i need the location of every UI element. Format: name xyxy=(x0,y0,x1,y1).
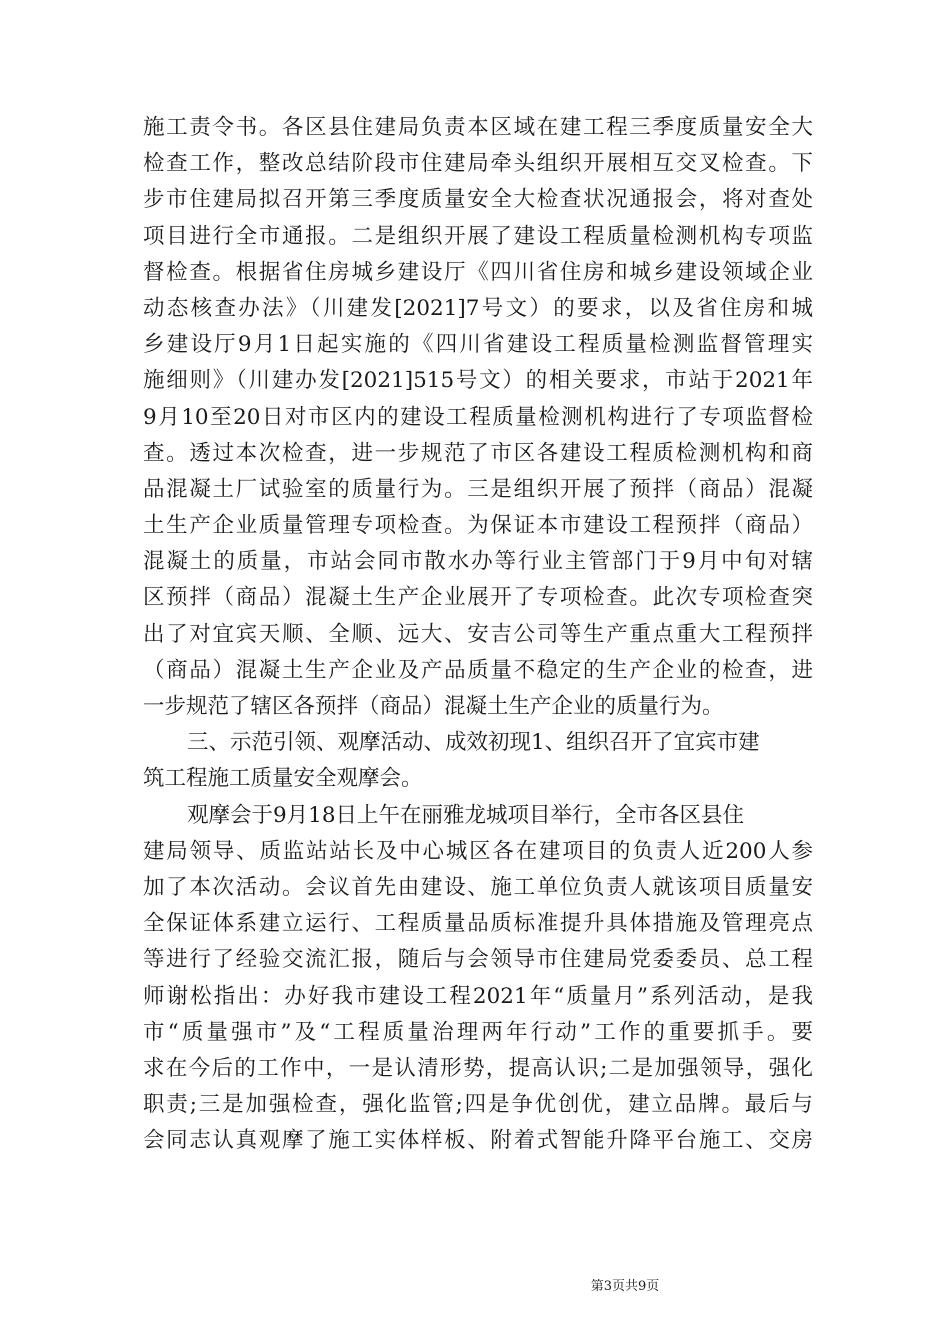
text-line: 等进行了经验交流汇报，随后与会领导市住建局党委委员、总工程 xyxy=(143,947,813,973)
text-line: 观摩会于9月18日上午在丽雅龙城项目举行，全市各区县住 xyxy=(187,802,745,828)
section-heading-line: 筑工程施工质量安全观摩会。 xyxy=(143,766,423,792)
text-line: 求在今后的工作中，一是认清形势，提高认识;二是加强领导，强化 xyxy=(143,1055,813,1081)
text-line: 查。透过本次检查，进一步规范了市区各建设工程质检测机构和商 xyxy=(143,440,813,466)
text-line: 市“质量强市”及“工程质量治理两年行动”工作的重要抓手。要 xyxy=(143,1019,813,1045)
text-line: 职责;三是加强检查，强化监管;四是争优创优，建立品牌。最后与 xyxy=(143,1092,813,1118)
text-line: 品混凝土厂试验室的质量行为。三是组织开展了预拌（商品）混凝 xyxy=(143,476,813,502)
text-line: 混凝土的质量，市站会同市散水办等行业主管部门于9月中旬对辖 xyxy=(143,549,813,575)
text-line: 区预拌（商品）混凝土生产企业展开了专项检查。此次专项检查突 xyxy=(143,585,813,611)
section-heading-line: 三、示范引领、观摩活动、成效初现1、组织召开了宜宾市建 xyxy=(187,730,760,756)
text-line: 动态核查办法》（川建发[2021]7号文）的要求，以及省住房和城 xyxy=(143,295,813,321)
page-number: 第3页共9页 xyxy=(590,1279,660,1294)
text-line: 建局领导、质监站站长及中心城区各在建项目的负责人近200人参 xyxy=(143,838,813,864)
text-line: 乡建设厅9月1日起实施的《四川省建设工程质量检测监督管理实 xyxy=(143,332,813,358)
text-line: 督检查。根据省住房城乡建设厅《四川省住房和城乡建设领域企业 xyxy=(143,259,813,285)
text-line: 9月10至20日对市区内的建设工程质量检测机构进行了专项监督检 xyxy=(143,404,813,430)
text-line: 步市住建局拟召开第三季度质量安全大检查状况通报会，将对查处 xyxy=(143,187,813,213)
page-footer xyxy=(0,1275,950,1294)
document-body xyxy=(143,110,813,1159)
text-line: 施工责令书。各区县住建局负责本区域在建工程三季度质量安全大 xyxy=(143,115,813,140)
text-line: 加了本次活动。会议首先由建设、施工单位负责人就该项目质量安 xyxy=(143,874,813,900)
text-line: 师谢松指出：办好我市建设工程2021年“质量月”系列活动，是我 xyxy=(143,983,813,1009)
text-line: 一步规范了辖区各预拌（商品）混凝土生产企业的质量行为。 xyxy=(143,694,724,719)
text-line: 检查工作，整改总结阶段市住建局牵头组织开展相互交叉检查。下 xyxy=(143,151,813,177)
text-line: 土生产企业质量管理专项检查。为保证本市建设工程预拌（商品） xyxy=(143,513,813,539)
text-line: 全保证体系建立运行、工程质量品质标准提升具体措施及管理亮点 xyxy=(143,911,813,937)
text-line: （商品）混凝土生产企业及产品质量不稳定的生产企业的检查，进 xyxy=(143,657,813,683)
text-line: 出了对宜宾天顺、全顺、远大、安吉公司等生产重点重大工程预拌 xyxy=(143,621,813,647)
text-line: 施细则》（川建办发[2021]515号文）的相关要求，市站于2021年 xyxy=(143,368,813,394)
text-line: 项目进行全市通报。二是组织开展了建设工程质量检测机构专项监 xyxy=(143,223,813,249)
text-line: 会同志认真观摩了施工实体样板、附着式智能升降平台施工、交房 xyxy=(143,1128,813,1154)
